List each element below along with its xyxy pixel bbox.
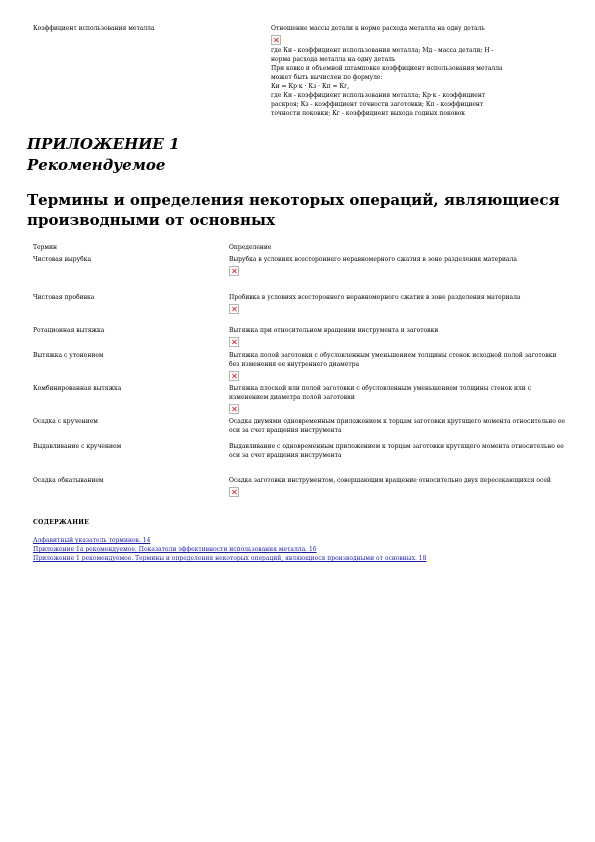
definition-cell — [229, 476, 568, 510]
term-cell: Выдавливание с кручением — [33, 443, 122, 450]
broken-image-icon — [271, 35, 281, 45]
broken-image-icon — [229, 304, 239, 314]
definition-text: Выдавливание с одновременным приложением к торцам заготовки крутящего момента относительно ее оси за счет вращения инструмента — [229, 443, 564, 459]
definition-cell — [229, 255, 568, 293]
top-explanation-line: При ковке и объемной штамповке коэффициент использования металла — [271, 65, 503, 72]
broken-image-icon — [229, 337, 239, 347]
table-header-row — [33, 243, 568, 255]
table-row — [33, 417, 568, 442]
term-cell: Осадка обкатыванием — [33, 477, 104, 484]
definition-text: Пробивка в условиях всестороннего неравномерного сжатия в зоне разделения материала — [229, 294, 521, 301]
definition-cell — [229, 326, 568, 351]
definition-text: Вытяжка при относительном вращении инструмента и заготовки — [229, 327, 439, 334]
top-explanation-line: норма расхода металла на одну деталь — [271, 56, 396, 63]
broken-image-icon — [229, 266, 239, 276]
appendix-subtitle: Рекомендуемое — [27, 156, 166, 174]
term-cell: Чистовая пробивка — [33, 294, 95, 301]
top-explanation-line: может быть вычислен по формуле: — [271, 74, 383, 81]
top-definition-text: Отношение массы детали к норме расхода металла на одну деталь — [271, 25, 485, 32]
definition-cell — [229, 384, 568, 417]
term-cell: Ротационная вытяжка — [33, 327, 105, 334]
top-definition — [271, 24, 561, 118]
top-explanation-line: точности поковки; Кг - коэффициент выхода годных поковок — [271, 110, 466, 117]
table-row — [33, 442, 568, 476]
table-row — [33, 255, 568, 293]
definition-text: Осадка заготовки инструментом, совершающим вращение относительно двух пересекающихся осей — [229, 477, 551, 484]
term-cell: Вытяжка с утонением — [33, 352, 104, 359]
table-row — [33, 351, 568, 384]
terms-table — [33, 243, 568, 510]
term-cell: Чистовая вырубка — [33, 256, 92, 263]
contents-title: СОДЕРЖАНИЕ — [33, 519, 90, 526]
contents-link-index[interactable]: Алфавитный указатель терминов. 14 — [33, 537, 151, 544]
definition-cell — [229, 293, 568, 326]
definition-cell — [229, 417, 568, 442]
definition-text: Вытяжка плоской или полой заготовки с обусловленным уменьшением толщины стенок или с изменением диаметра полой заготовки — [229, 385, 532, 401]
table-row — [33, 384, 568, 417]
top-explanation-line: раскроя; Кз - коэффициент точности заготовки; Кп - коэффициент — [271, 101, 484, 108]
definition-cell — [229, 442, 568, 476]
table-header-term: Термин — [33, 244, 58, 251]
definition-text: Вырубка в условиях всестороннего неравномерного сжатия в зоне разделения материала — [229, 256, 517, 263]
definition-text: Осадка двумями одновременным приложением к торцам заготовки крутящего момента относительно ее оси за счет вращения инструмента — [229, 418, 565, 434]
top-explanation-line: где Ки - коэффициент использования металла; Мд - масса детали; Н - — [271, 47, 494, 54]
term-cell: Осадка с кручением — [33, 418, 98, 425]
contents-link-appendix-1[interactable]: Приложение 1 рекомендуемое. Термины и определения некоторых операций, являющиеся производными от основных. 18 — [33, 555, 427, 562]
contents-link-appendix-1a[interactable]: Приложение 1а рекомендуемое. Показатели эффективности использования металла. 16 — [33, 546, 317, 553]
top-explanation-line: где Ки - коэффициент использования металла; Кр·к - коэффициент — [271, 92, 486, 99]
table-row — [33, 326, 568, 351]
contents-list — [33, 536, 533, 563]
broken-image-icon — [229, 404, 239, 414]
broken-image-icon — [229, 371, 239, 381]
top-term: Коэффициент использования металла — [33, 25, 155, 32]
table-row — [33, 476, 568, 510]
definition-text: Вытяжка полой заготовки с обусловленным уменьшением толщины стенок исходной полой заготовки без изменения ее внутреннего диаметра — [229, 352, 557, 368]
top-formula: Ки = Кр·к · Кз · Кп = Кг, — [271, 83, 350, 90]
definition-cell — [229, 351, 568, 384]
page-title: Термины и определения некоторых операций, являющиеся производными от основных — [27, 191, 560, 229]
table-header-definition: Определение — [229, 244, 272, 251]
term-cell: Комбинированная вытяжка — [33, 385, 122, 392]
table-row — [33, 293, 568, 326]
appendix-title: ПРИЛОЖЕНИЕ 1 — [27, 135, 180, 153]
broken-image-icon — [229, 487, 239, 497]
